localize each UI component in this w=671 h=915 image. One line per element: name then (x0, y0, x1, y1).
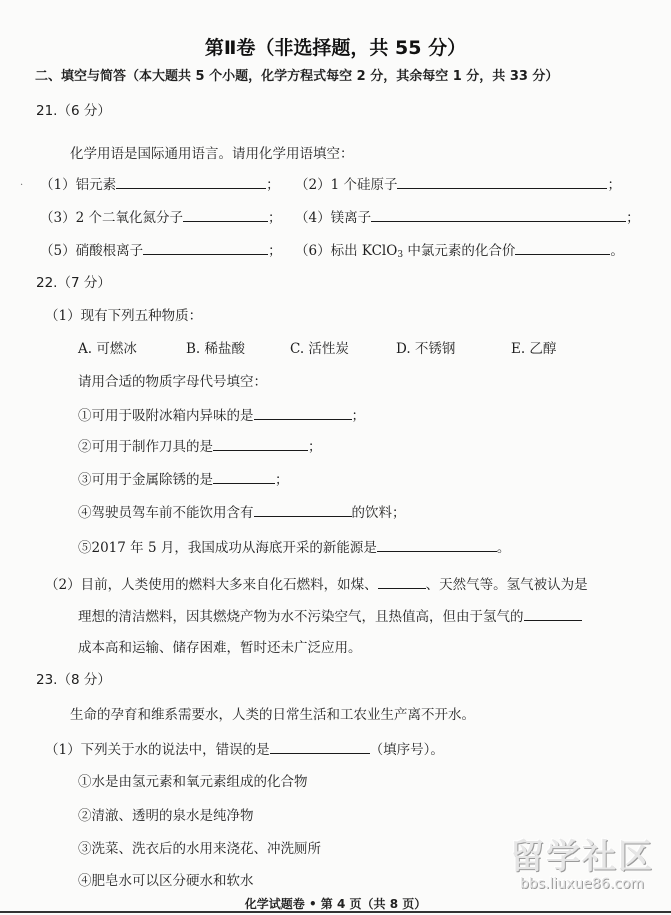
subscript: 3 (397, 250, 404, 260)
exam-part-title: 第Ⅱ卷（非选择题，共 55 分） (204, 37, 467, 59)
punct: ； (626, 210, 640, 226)
q21-item-6 (295, 240, 624, 264)
answer-blank-22-2[interactable] (213, 436, 308, 451)
section-heading: 二、填空与简答（本大题共 5 个小题，化学方程式每空 2 分，其余每空 1 分，共 33 分） (35, 69, 559, 84)
q23-part1-text: （1）下列关于水的说法中，错误的是 (45, 742, 270, 758)
answer-blank-22-3[interactable] (213, 469, 275, 484)
q22-part2-text: （2）目前，人类使用的燃料大多来自化石燃料，如煤、 (45, 577, 378, 593)
punct: ； (266, 177, 280, 193)
q21-intro: 化学用语是国际通用语言。请用化学用语填空： (70, 146, 354, 162)
q22-part2-line1 (45, 574, 588, 594)
q22-item-2 (78, 436, 322, 456)
option-d: D. 不锈钢 (396, 341, 456, 357)
answer-blank-21-6[interactable] (515, 240, 610, 255)
q21-item-5-label: （5）硝酸根离子 (40, 243, 144, 259)
q23-part1 (45, 739, 444, 759)
q22-options (78, 340, 556, 358)
answer-blank-22-5[interactable] (377, 537, 497, 552)
q23-statement-2: ②清澈、透明的泉水是纯净物 (78, 808, 254, 824)
punct: ； (607, 177, 621, 193)
q22-part2-line3: 成本高和运输、储存困难，暂时还未广泛应用。 (78, 640, 362, 656)
q22-item-5-text: ⑤2017 年 5 月，我国成功从海底开采的新能源是 (78, 540, 377, 556)
punct: 的饮料； (351, 505, 406, 521)
q21-item-2-label: （2）1 个硅原子 (295, 177, 398, 193)
q21-item-2 (295, 174, 621, 194)
q22-item-4 (78, 502, 406, 522)
page-bottom-rule (0, 911, 671, 913)
punct: 。 (496, 540, 511, 556)
q23-statement-4: ④肥皂水可以区分硬水和软水 (78, 873, 254, 889)
q22-header: 22.（7 分） (36, 275, 111, 291)
punct: ； (275, 472, 289, 488)
q21-item-1 (40, 174, 280, 194)
watermark-logo (502, 838, 662, 892)
q21-item-6-label: （6）标出 KClO (295, 243, 398, 259)
q21-item-1-label: （1）铝元素 (40, 177, 117, 193)
punct: 。 (610, 243, 624, 259)
q21-item-3 (40, 207, 281, 227)
answer-blank-21-3[interactable] (183, 207, 268, 222)
q21-item-4-label: （4）镁离子 (295, 210, 372, 226)
q23-part1-note: （填序号）。 (369, 742, 444, 758)
q22-item-1 (78, 405, 365, 425)
scan-speck: · (20, 180, 24, 191)
answer-blank-21-2[interactable] (397, 174, 607, 189)
option-e: E. 乙醇 (511, 341, 557, 357)
option-a: A. 可燃冰 (78, 341, 137, 357)
q21-header: 21.（6 分） (36, 103, 111, 119)
answer-blank-22-6[interactable] (378, 574, 426, 589)
answer-blank-21-4[interactable] (371, 207, 626, 222)
punct: ； (267, 210, 282, 226)
q22-item-5 (78, 537, 510, 557)
answer-blank-21-5[interactable] (143, 240, 268, 255)
answer-blank-22-1[interactable] (254, 405, 352, 420)
answer-blank-22-7[interactable] (524, 606, 582, 621)
q22-part2-text-line2: 理想的清洁燃料，因其燃烧产物为水不污染空气，且热值高，但由于氢气的 (78, 609, 524, 625)
q23-statement-1: ①水是由氢元素和氧元素组成的化合物 (78, 774, 308, 790)
punct: ； (351, 408, 365, 424)
q23-intro: 生命的孕育和维系需要水，人类的日常生活和工农业生产离不开水。 (70, 707, 475, 723)
watermark-main: 留学社区 (510, 837, 654, 877)
q23-header: 23.（8 分） (36, 672, 111, 688)
q22-part2-text-cont: 、天然气等。氢气被认为是 (425, 577, 588, 593)
q22-part2-line2 (78, 606, 582, 626)
q22-item-4-text: ④驾驶员驾车前不能饮用含有 (78, 505, 254, 521)
watermark-url: bbs.liuxue86.com (519, 876, 645, 892)
q22-item-1-text: ①可用于吸附冰箱内异味的是 (78, 408, 254, 424)
q22-item-3-text: ③可用于金属除锈的是 (78, 472, 213, 488)
q22-item-3 (78, 469, 289, 489)
option-b: B. 稀盐酸 (186, 341, 246, 357)
q21-item-4 (295, 207, 640, 227)
answer-blank-23-1[interactable] (270, 739, 370, 754)
q22-part1-intro: （1）现有下列五种物质： (45, 308, 203, 324)
option-c: C. 活性炭 (290, 341, 349, 357)
answer-blank-22-4[interactable] (254, 502, 352, 517)
q22-item-2-text: ②可用于制作刀具的是 (78, 439, 213, 455)
q23-statement-3: ③洗菜、洗衣后的水用来浇花、冲洗厕所 (78, 841, 321, 857)
punct: ； (268, 243, 282, 259)
q21-item-6-label-cont: 中氯元素的化合价 (403, 243, 516, 259)
punct: ； (308, 439, 322, 455)
q22-instruction: 请用合适的物质字母代号填空： (78, 374, 267, 390)
q21-item-3-label: （3）2 个二氧化氮分子 (40, 210, 183, 226)
q21-item-5 (40, 240, 282, 260)
page-footer: 化学试题卷 • 第 4 页（共 8 页） (244, 897, 427, 911)
answer-blank-21-1[interactable] (116, 174, 266, 189)
